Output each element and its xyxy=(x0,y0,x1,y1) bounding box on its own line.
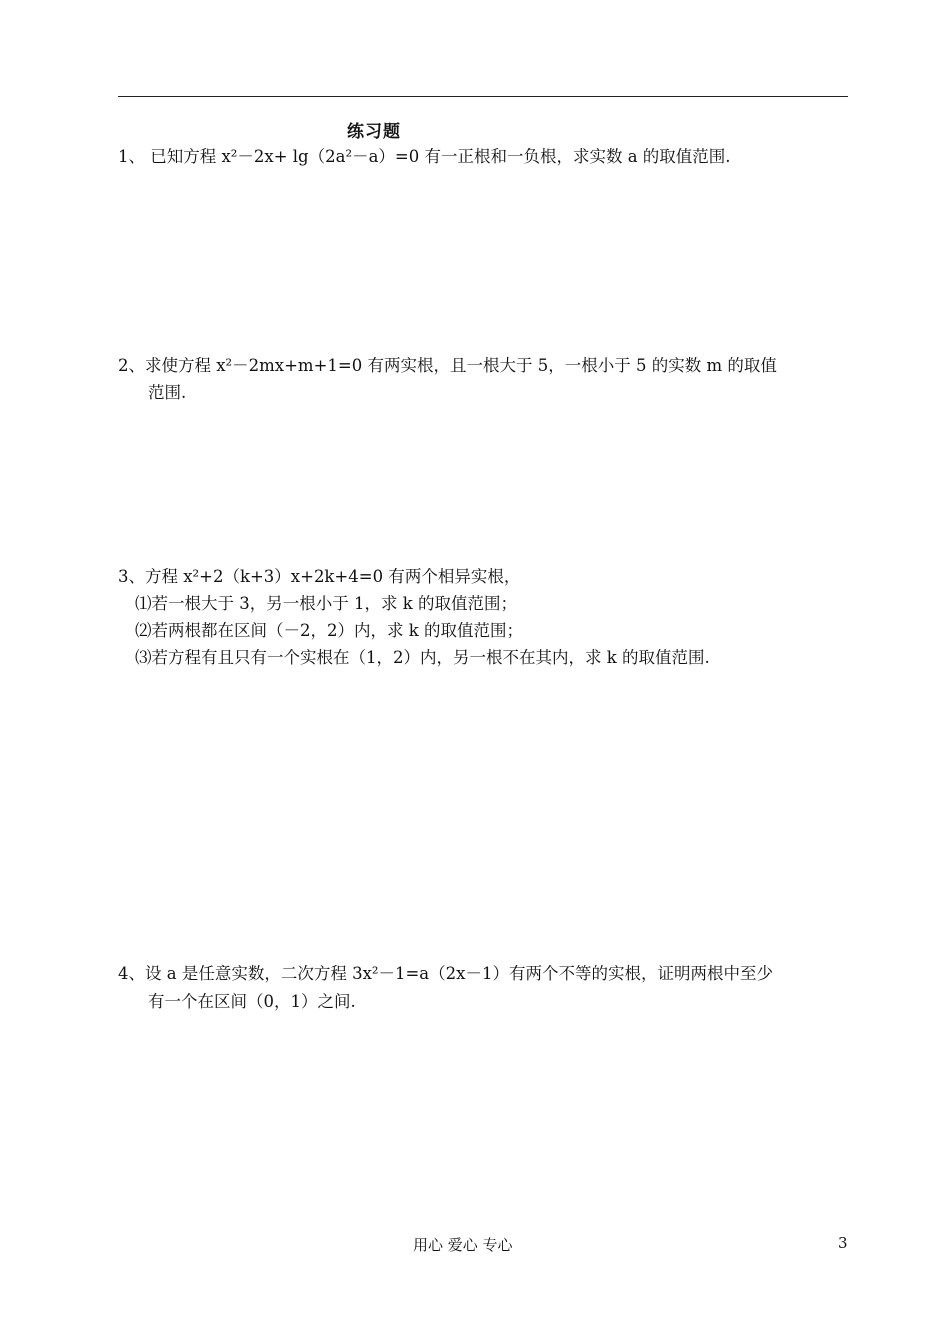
page-number: 3 xyxy=(838,1234,848,1252)
problem-3-part-3: ⑶若方程有且只有一个实根在（1，2）内，另一根不在其内，求 k 的取值范围. xyxy=(135,648,710,667)
page-title: 练习题 xyxy=(347,122,401,142)
problem-4-line-1: 4、设 a 是任意实数，二次方程 3x²－1=a（2x－1）有两个不等的实根，证明两根中至少 xyxy=(118,964,773,983)
problem-2-line-1: 2、求使方程 x²－2mx+m+1=0 有两实根，且一根大于 5，一根小于 5 的实数 m 的取值 xyxy=(118,356,777,375)
problem-2-line-2: 范围. xyxy=(148,383,187,402)
problem-1-line-1: 1、 已知方程 x²－2x+ lg（2a²－a）=0 有一正根和一负根，求实数 a 的取值范围. xyxy=(118,147,731,166)
problem-4-line-2: 有一个在区间（0，1）之间. xyxy=(148,992,356,1011)
problem-3-line-1: 3、方程 x²+2（k+3）x+2k+4=0 有两个相异实根， xyxy=(118,567,521,586)
header-rule xyxy=(118,96,848,97)
footer-text: 用心 爱心 专心 xyxy=(413,1236,513,1254)
problem-3-part-1: ⑴若一根大于 3，另一根小于 1，求 k 的取值范围； xyxy=(135,594,517,613)
problem-3-part-2: ⑵若两根都在区间（－2，2）内，求 k 的取值范围； xyxy=(135,621,523,640)
